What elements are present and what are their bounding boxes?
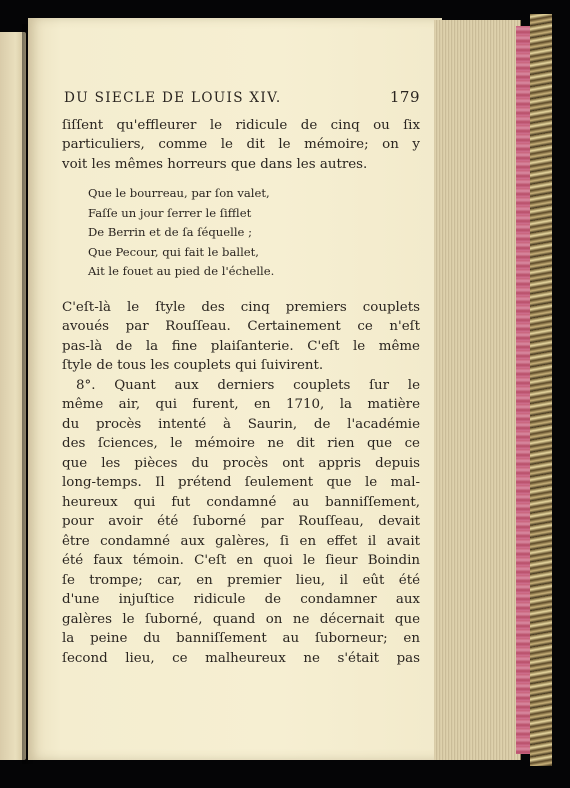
text-line: ſecond lieu, ce malheureux ne s'était pas: [62, 650, 420, 666]
text-line: avoués par Rouſſeau. Certainement ce n'eſt: [62, 319, 420, 334]
book-binding: [530, 14, 552, 766]
text-line: pour avoir été ſuborné par Rouſſeau, devait: [62, 514, 420, 529]
text-line: la peine du banniſſement au ſuborneur; en: [62, 631, 420, 646]
text-line: 8°. Quant aux derniers couplets ſur le: [76, 377, 420, 393]
page-text: [62, 88, 420, 668]
verse-line: Que le bourreau, par ſon valet,: [88, 186, 270, 200]
verse-line: De Berrin et de ſa ſéquelle ;: [88, 225, 252, 239]
verse-line: Faſſe un jour ſerrer le ſifflet: [88, 205, 252, 220]
paragraph-2: [62, 298, 420, 376]
text-line: pas-là de la fine plaiſanterie. C'eſt le même: [62, 338, 420, 354]
running-title: DU SIECLE DE LOUIS XIV.: [64, 90, 282, 106]
text-line: heureux qui fut condamné au banniſſement,: [62, 494, 420, 510]
text-line: ſiſſent qu'effleurer le ridicule de cinq ou ſix: [62, 117, 420, 133]
text-line: du procès intenté à Saurin, de l'académie: [62, 416, 420, 432]
text-line: ſtyle de tous les couplets qui ſuivirent.: [62, 358, 324, 373]
text-line: même air, qui furent, en 1710, la matière: [62, 397, 420, 412]
text-line: été faux témoin. C'eſt en quoi le ſieur Boindin: [62, 553, 420, 568]
paragraph-3: [62, 376, 420, 669]
page-number: 179: [389, 88, 420, 106]
verse-line: Ait le fouet au pied de l'échelle.: [88, 264, 275, 278]
text-line: voit les mêmes horreurs que dans les autres.: [62, 156, 368, 172]
verse-line: Que Pecour, qui fait le ballet,: [88, 244, 259, 259]
text-line: long-temps. Il prétend ſeulement que le mal-: [62, 475, 420, 490]
text-line: ſe trompe; car, en premier lieu, il eût été: [62, 572, 420, 588]
text-line: des ſciences, le mémoire ne dit rien que ce: [62, 436, 420, 451]
verse-block: [88, 184, 420, 282]
text-line: être condamné aux galères, ſi en effet il avait: [62, 533, 420, 549]
page-block-edges: [434, 20, 521, 760]
text-line: galères le ſuborné, quand on ne décernait que: [62, 611, 420, 627]
running-header: [64, 88, 420, 109]
paragraph-1: [62, 116, 420, 175]
text-line: que les pièces du procès ont appris depuis: [62, 455, 420, 471]
text-line: particuliers, comme le dit le mémoire; on y: [62, 137, 420, 152]
text-line: C'eſt-là le ſtyle des cinq premiers couplets: [62, 299, 420, 315]
text-line: d'une injuſtice ridicule de condamner aux: [62, 592, 420, 607]
